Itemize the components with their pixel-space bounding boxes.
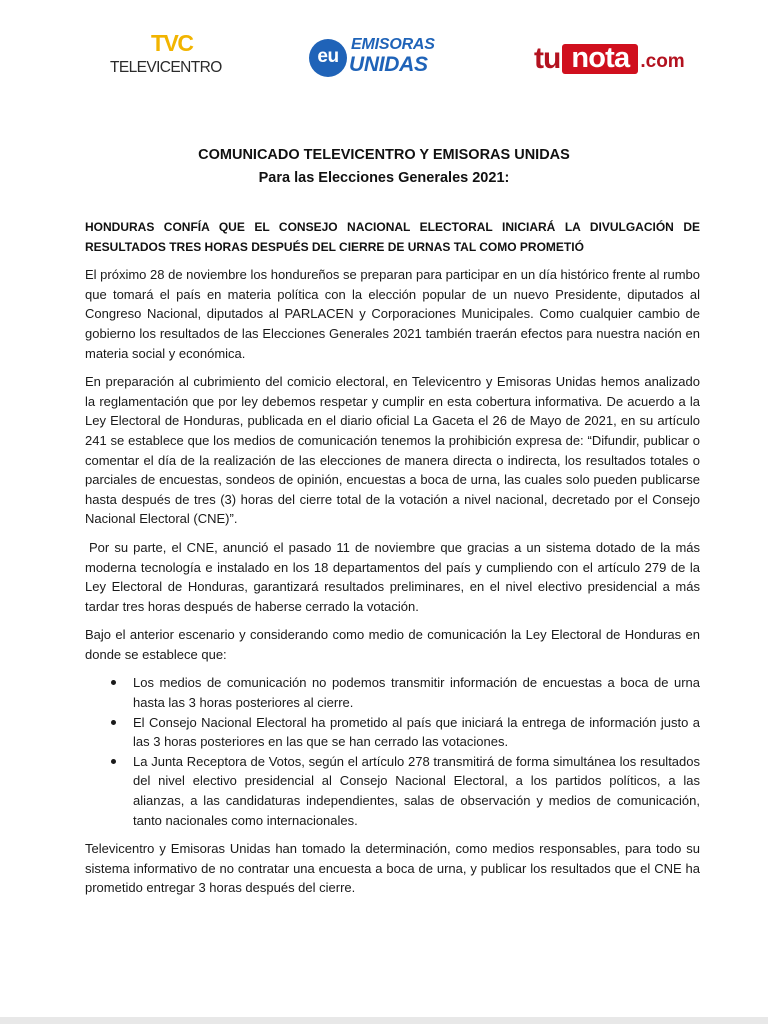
televicentro-logo-wordmark: TELEVICENTRO [110,59,222,76]
document-subtitle: Para las Elecciones Generales 2021: [258,170,510,186]
document-headline: HONDURAS CONFÍA QUE EL CONSEJO NACIONAL ELECTORAL INICIARÁ LA DIVULGACIÓN DE RESULTADOS TRES HORAS DESPUÉS DEL CIERRE DE URNAS TAL COMO PROMETIÓ [85,220,700,254]
bullet-icon [111,680,116,685]
tunota-logo-part-com: .com [640,51,685,72]
emisoras-unidas-badge-icon: eu [309,39,347,77]
bullet-list [85,673,700,830]
bullet-icon [111,720,116,725]
paragraph: Por su parte, el CNE, anunció el pasado 11 de noviembre que gracias a un sistema dotado de la más moderna tecnología e instalado en los 18 departamentos del país y cumpliendo con el artículo 279 de la Ley Electoral de Honduras, garantizará resultados preliminares, en el nivel electivo presidencial a más tardar tres horas después de haberse cerrado la votación. [85,539,700,614]
document-title: COMUNICADO TELEVICENTRO Y EMISORAS UNIDAS [198,147,570,163]
bullet-text: El Consejo Nacional Electoral ha prometido al país que iniciará la entrega de información justo a las 3 horas posteriores en las que se han cerrado las votaciones. [133,714,700,750]
televicentro-logo [108,30,238,82]
emisoras-unidas-logo-line2: UNIDAS [349,53,428,76]
bottom-edge-band [0,1017,768,1024]
tunota-logo [534,36,685,76]
bullet-text: La Junta Receptora de Votos, según el artículo 278 transmitirá de forma simultánea los resultados del nivel electivo presidencial al Consejo Nacional Electoral, a los partidos políticos, a las alianzas, a las candidaturas independientes, salas de observación y medios de comunicación, tanto nacionales como internacionales. [133,753,700,828]
document-title-block [0,144,768,190]
paragraph: El próximo 28 de noviembre los hondureños se preparan para participar en un día histórico frente al rumbo que tomará el país en materia política con la elección popular de un nuevo Presidente, diputados al Congreso Nacional, diputados al PARLACEN y Corporaciones Municipales. Como cualquier cambio de gobierno los resultados de las Elecciones Generales 2021 también traerán efectos para nuestra nación en materia social y económica. [85,267,700,361]
document-body [85,218,700,907]
emisoras-unidas-logo-line1: EMISORAS [351,36,435,53]
paragraph: Bajo el anterior escenario y considerando como medio de comunicación la Ley Electoral de Honduras en donde se establece que: [85,627,700,662]
televicentro-logo-mark: TVC [151,30,193,56]
bullet-icon [111,759,116,764]
bullet-item [133,713,700,752]
emisoras-unidas-logo [308,36,453,82]
closing-paragraph: Televicentro y Emisoras Unidas han tomado la determinación, como medios responsables, para todo su sistema informativo de no contratar una encuesta a boca de urna, y publicar los resultados que el CNE ha prometido entregar 3 horas después del cierre. [85,841,700,896]
paragraph: En preparación al cubrimiento del comicio electoral, en Televicentro y Emisoras Unidas hemos analizado la reglamentación que por ley debemos respetar y cumplir en esta cobertura informativa. De acuerdo a la Ley Electoral de Honduras, publicada en el diario oficial La Gaceta el 26 de Mayo de 2021, en su artículo 241 se establece que los medios de comunicación tenemos la prohibición expresa de: “Difundir, publicar o comentar el día de la realización de las elecciones de manera directa o indirecta, los resultados totales o parciales de encuestas, sondeos de opinión, encuestas a boca de urna, las cuales solo pueden publicarse hasta después de tres (3) horas del cierre total de la votación a nivel nacional, decretado por el Consejo Nacional Electoral (CNE)”. [85,374,700,527]
bullet-text: Los medios de comunicación no podemos transmitir información de encuestas a boca de urna hasta las 3 horas posteriores al cierre. [133,675,700,711]
bullet-item [133,752,700,830]
tunota-logo-part-nota: nota [562,44,638,74]
tunota-logo-part-tu: tu [534,42,561,75]
bullet-item [133,673,700,712]
